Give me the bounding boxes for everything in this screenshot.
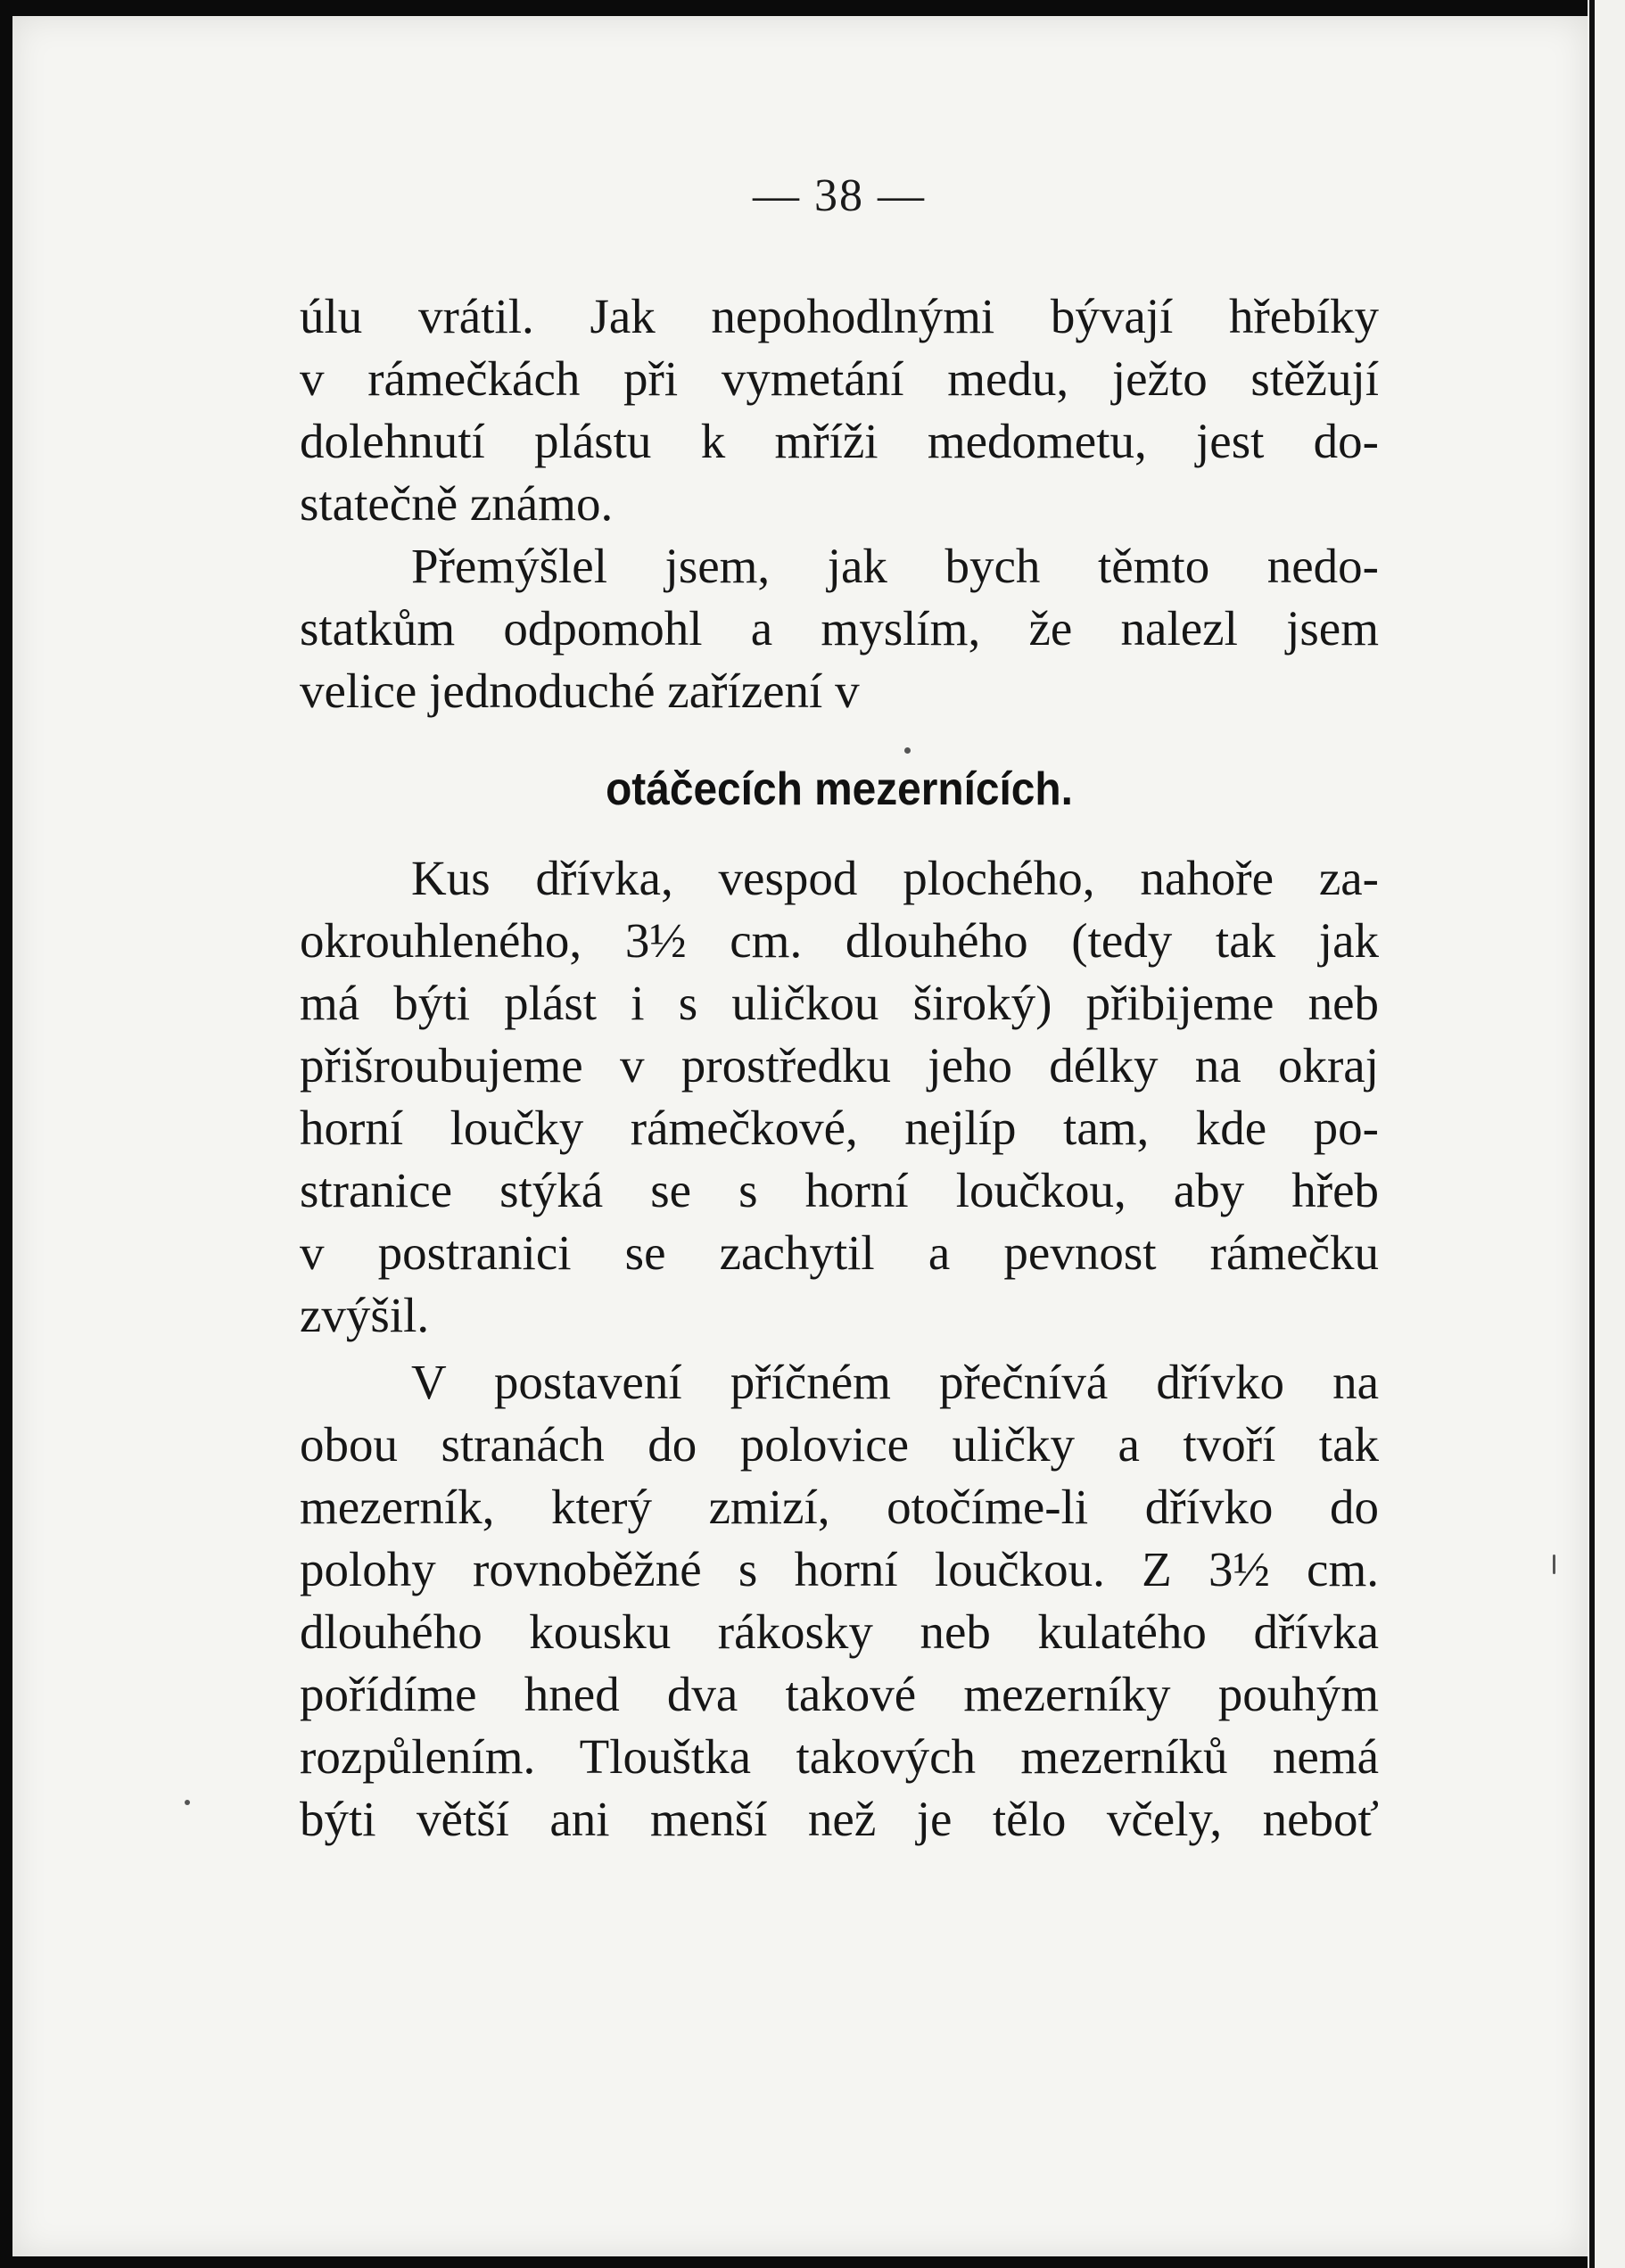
text-line: obou stranách do polovice uličky a tvoří tak (300, 1417, 1379, 1472)
text-line: statkům odpomohl a myslím, že nalezl jsem (300, 601, 1379, 656)
text-line: okrouhleného, 3½ cm. dlouhého (tedy tak jak (300, 913, 1379, 968)
text-line: v rámečkách při vymetání medu, ježto stěžují (300, 351, 1379, 406)
text-line: má býti plást i s uličkou široký) přibijeme neb (300, 976, 1379, 1030)
text-line: mezerník, který zmizí, otočíme-li dřívko do (300, 1480, 1379, 1534)
text-line: Kus dřívka, vespod plochého, nahoře za- (411, 851, 1379, 905)
text-line: stranice stýká se s horní loučkou, aby hřeb (300, 1163, 1379, 1217)
text-line: statečně známo. (300, 476, 614, 531)
text-line: pořídíme hned dva takové mezerníky pouhým (300, 1667, 1379, 1721)
text-line: horní loučky rámečkové, nejlíp tam, kde po- (300, 1101, 1379, 1155)
text-line: v postranici se zachytil a pevnost rámečku (300, 1225, 1379, 1280)
binding-edge-line (1589, 0, 1595, 2268)
text-line: V postavení příčném přečnívá dřívko na (411, 1355, 1379, 1409)
paper-speck (904, 747, 911, 754)
text-line: Přemýšlel jsem, jak bych těmto nedo- (411, 539, 1379, 593)
text-line: dolehnutí plástu k mříži medometu, jest do- (300, 414, 1379, 468)
paper-mark (1553, 1555, 1555, 1574)
text-line: dlouhého kousku rákosky neb kulatého dřívka (300, 1604, 1379, 1659)
section-heading: otáčecích mezernících. (606, 763, 1073, 815)
text-line: přišroubujeme v prostředku jeho délky na okraj (300, 1038, 1379, 1093)
text-line: zvýšil. (300, 1288, 430, 1342)
text-line: rozpůlením. Tlouštka takových mezerníků nemá (300, 1729, 1379, 1784)
text-line: velice jednoduché zařízení v (300, 664, 860, 718)
text-line: úlu vrátil. Jak nepohodlnými bývají hřebíky (300, 289, 1379, 343)
paper-speck (185, 1800, 190, 1805)
text-line: býti větší ani menší než je tělo včely, neboť (300, 1792, 1379, 1846)
page-number: — 38 — (753, 170, 926, 221)
text-line: polohy rovnoběžné s horní loučkou. Z 3½ cm. (300, 1542, 1379, 1596)
